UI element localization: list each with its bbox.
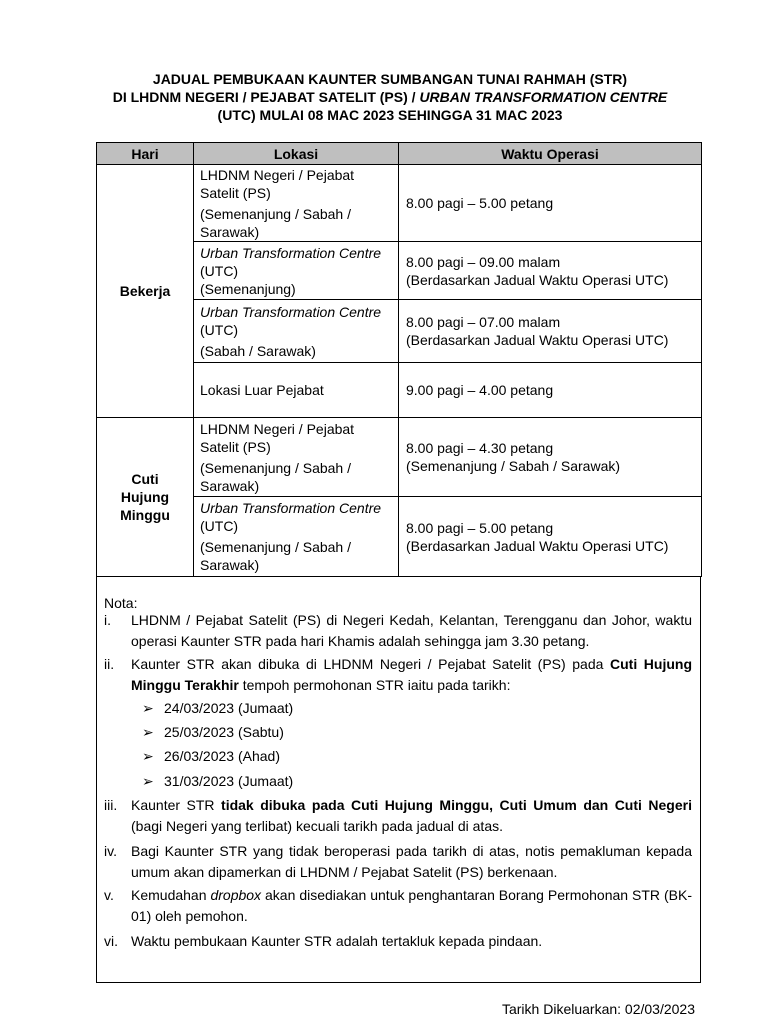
- waktu-line: (Berdasarkan Jadual Waktu Operasi UTC): [406, 332, 669, 348]
- title-line-1: JADUAL PEMBUKAAN KAUNTER SUMBANGAN TUNAI RAHMAH (STR): [152, 71, 628, 87]
- waktu-cell: [399, 497, 702, 577]
- date-text: 31/03/2023 (Jumaat): [164, 773, 294, 789]
- header-lokasi: Lokasi: [194, 143, 399, 165]
- waktu-line: 9.00 pagi – 4.00 petang: [406, 382, 554, 398]
- title-line-2-text: DI LHDNM NEGERI / PEJABAT SATELIT (PS) /: [112, 89, 420, 105]
- hari-cuti-label: Cuti Hujung Minggu: [120, 471, 170, 523]
- title-line-2: [80, 88, 700, 106]
- nota-item-text: LHDNM / Pejabat Satelit (PS) di Negeri Kedah, Kelantan, Terengganu dan Johor, waktu operasi Kaunter STR pada hari Khamis adalah sehingga jam 3.30 petang.: [131, 612, 692, 649]
- table-header-row: [97, 143, 702, 165]
- waktu-line: 8.00 pagi – 07.00 malam: [406, 314, 561, 330]
- title-line-2-italic: URBAN TRANSFORMATION CENTRE: [419, 89, 668, 105]
- lokasi-line: Lokasi Luar Pejabat: [200, 382, 324, 398]
- lokasi-italic: Urban Transformation Centre: [200, 303, 382, 320]
- lokasi-line: [200, 303, 392, 339]
- arrow-bullet-icon: ➢: [142, 773, 154, 789]
- date-text: 26/03/2023 (Ahad): [164, 748, 280, 764]
- date-text: 25/03/2023 (Sabtu): [164, 724, 284, 740]
- lokasi-line: (Semenanjung): [200, 280, 296, 297]
- nota-text-part: (bagi Negeri yang terlibat) kecuali tarikh pada jadual di atas.: [131, 818, 503, 834]
- nota-title: Nota:: [104, 595, 138, 611]
- lokasi-cell: [194, 242, 399, 300]
- lokasi-line: (Semenanjung / Sabah / Sarawak): [200, 539, 351, 573]
- arrow-bullet-icon: ➢: [142, 748, 154, 764]
- waktu-line: (Berdasarkan Jadual Waktu Operasi UTC): [406, 537, 669, 554]
- nota-item-vi: [104, 931, 692, 952]
- waktu-line: (Semenanjung / Sabah / Sarawak): [406, 458, 621, 474]
- nota-item-number: iii.: [104, 797, 118, 813]
- waktu-cell: [399, 242, 702, 300]
- nota-item-number: ii.: [104, 656, 115, 672]
- nota-item-number: vi.: [104, 933, 118, 949]
- nota-item-iv: [104, 841, 692, 883]
- lokasi-suffix: (UTC): [200, 262, 239, 279]
- date-bullet: [142, 771, 293, 792]
- nota-item-number: v.: [104, 887, 114, 903]
- nota-item-text: [131, 885, 692, 927]
- table-row: [97, 418, 702, 497]
- lokasi-suffix: (UTC): [200, 321, 239, 338]
- waktu-cell: [399, 418, 702, 497]
- lokasi-line: (Sabah / Sarawak): [200, 342, 316, 359]
- nota-item-i: [104, 610, 692, 652]
- lokasi-cell: [194, 363, 399, 418]
- nota-item-text: Waktu pembukaan Kaunter STR adalah tertakluk kepada pindaan.: [131, 933, 543, 949]
- table-row: [97, 165, 702, 242]
- waktu-cell: [399, 363, 702, 418]
- issue-date: Tarikh Dikeluarkan: 02/03/2023: [501, 1001, 695, 1017]
- nota-item-text: Bagi Kaunter STR yang tidak beroperasi pada tarikh di atas, notis pemakluman kepada umum akan dipamerkan di LHDNM / Pejabat Satelit (PS) berkenaan.: [131, 843, 692, 880]
- nota-item-iii: [104, 795, 692, 837]
- lokasi-cell: [194, 497, 399, 577]
- date-bullet: [142, 746, 280, 767]
- nota-text-part: Kemudahan: [131, 887, 211, 903]
- title-line-3: (UTC) MULAI 08 MAC 2023 SEHINGGA 31 MAC 2023: [217, 107, 563, 123]
- document-title: [80, 70, 700, 124]
- lokasi-line: (Semenanjung / Sabah / Sarawak): [200, 459, 351, 494]
- nota-item-text: [131, 654, 692, 696]
- lokasi-italic: Urban Transformation Centre: [200, 244, 382, 261]
- lokasi-line: LHDNM Negeri / Pejabat Satelit (PS): [200, 420, 355, 455]
- lokasi-line: LHDNM Negeri / Pejabat Satelit (PS): [200, 166, 355, 201]
- waktu-cell: [399, 300, 702, 363]
- nota-bold-part: tidak dibuka pada Cuti Hujung Minggu, Cuti Umum dan Cuti Negeri: [221, 797, 692, 813]
- waktu-line: 8.00 pagi – 09.00 malam: [406, 253, 561, 270]
- arrow-bullet-icon: ➢: [142, 700, 154, 716]
- arrow-bullet-icon: ➢: [142, 724, 154, 740]
- lokasi-line: [200, 244, 392, 280]
- date-text: 24/03/2023 (Jumaat): [164, 700, 294, 716]
- hari-cuti: [97, 418, 194, 577]
- lokasi-cell: [194, 300, 399, 363]
- date-bullet: [142, 722, 284, 743]
- lokasi-line: (Semenanjung / Sabah / Sarawak): [200, 205, 351, 240]
- lokasi-suffix: (UTC): [200, 518, 239, 534]
- nota-text-part: Kaunter STR akan dibuka di LHDNM Negeri / Pejabat Satelit (PS) pada: [131, 656, 610, 672]
- nota-item-number: i.: [104, 612, 111, 628]
- nota-text-part: akan disediakan untuk penghantaran Borang Permohonan STR (BK-01) oleh pemohon.: [131, 887, 692, 924]
- header-hari: Hari: [97, 143, 194, 165]
- nota-item-v: [104, 885, 692, 927]
- lokasi-cell: [194, 165, 399, 242]
- nota-bold-part: Cuti Hujung Minggu Terakhir: [131, 656, 693, 693]
- nota-text-part: Kaunter STR: [131, 797, 222, 813]
- waktu-cell: [399, 165, 702, 242]
- date-bullet: [142, 698, 293, 719]
- nota-italic-part: dropbox: [210, 887, 262, 903]
- header-waktu: Waktu Operasi: [399, 143, 702, 165]
- nota-text-part: tempoh permohonan STR iaitu pada tarikh:: [238, 677, 511, 693]
- nota-item-text: [131, 795, 692, 837]
- waktu-line: 8.00 pagi – 4.30 petang: [406, 440, 554, 456]
- lokasi-italic: Urban Transformation Centre: [200, 500, 382, 516]
- waktu-line: 8.00 pagi – 5.00 petang: [406, 519, 554, 536]
- nota-box: [96, 577, 701, 983]
- schedule-table: [96, 142, 702, 577]
- lokasi-line: [200, 499, 392, 535]
- waktu-line: 8.00 pagi – 5.00 petang: [406, 195, 554, 211]
- lokasi-cell: [194, 418, 399, 497]
- nota-item-number: iv.: [104, 843, 117, 859]
- nota-item-ii: [104, 654, 692, 696]
- waktu-line: (Berdasarkan Jadual Waktu Operasi UTC): [406, 271, 669, 288]
- hari-bekerja: Bekerja: [97, 165, 194, 418]
